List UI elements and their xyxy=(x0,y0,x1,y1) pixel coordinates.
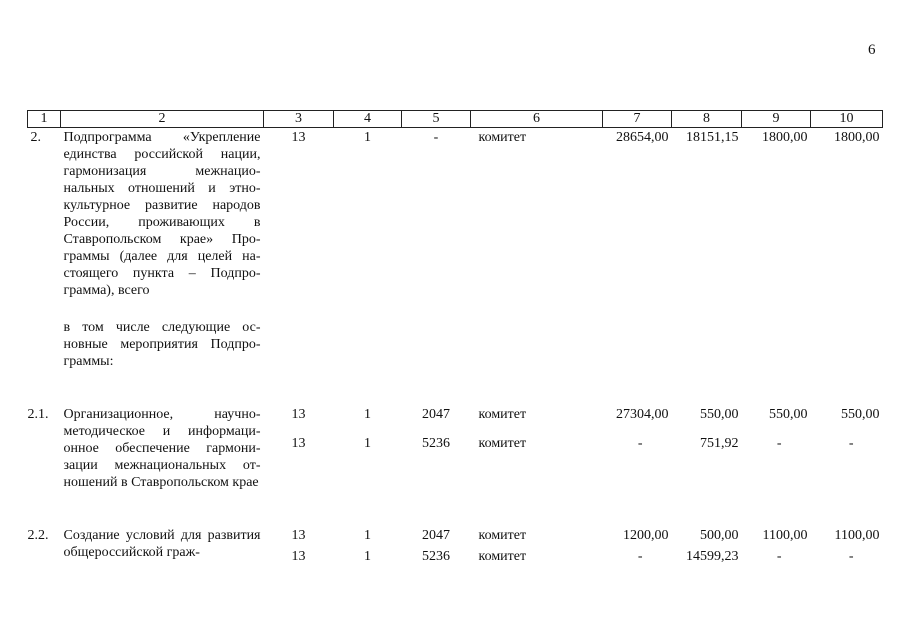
cell-col5 xyxy=(402,509,471,565)
column-header: 5 xyxy=(402,111,471,128)
cell-line: 1 xyxy=(364,407,371,422)
cell-col5: - xyxy=(433,130,439,145)
cell-col6: комитет xyxy=(478,130,527,145)
cell-col7 xyxy=(603,509,672,565)
budget-table xyxy=(27,110,883,565)
column-header: 4 xyxy=(334,111,402,128)
cell-line: - xyxy=(848,549,854,564)
cell-col6 xyxy=(471,388,603,509)
column-header: 10 xyxy=(811,111,883,128)
cell-col8: 18151,15 xyxy=(686,130,739,145)
cell-col9 xyxy=(742,509,811,565)
cell-line: 1 xyxy=(364,549,371,564)
cell-line: - xyxy=(776,549,782,564)
cell-line: 550,00 xyxy=(841,407,880,422)
cell-line: - xyxy=(637,549,643,564)
cell-col7: 28654,00 xyxy=(616,130,669,145)
cell-col8 xyxy=(672,509,742,565)
cell-line: 550,00 xyxy=(700,407,739,422)
table-header-row xyxy=(28,111,883,128)
cell-col7 xyxy=(603,388,672,509)
cell-col3 xyxy=(264,388,334,509)
row-name: Подпрограмма «Укрепление единства российской нации, гармонизация межнациональных отношений и этнокультурное развитие народов России, проживающих в Ставропольском крае» Программы (далее для целей настоящего пункта – Подпрограмма), всего xyxy=(63,130,261,298)
cell-col9: 1800,00 xyxy=(762,130,808,145)
cell-col3: 13 xyxy=(291,130,306,145)
cell-col6 xyxy=(471,509,603,565)
cell-line: 13 xyxy=(291,407,306,422)
cell-col10 xyxy=(811,388,883,509)
column-header: 3 xyxy=(264,111,334,128)
cell-line: 5236 xyxy=(422,549,450,564)
cell-line: 13 xyxy=(291,549,306,564)
cell-col4 xyxy=(334,388,402,509)
cell-line: - xyxy=(637,436,643,451)
cell-line: - xyxy=(776,436,782,451)
column-header: 6 xyxy=(471,111,603,128)
column-header: 9 xyxy=(742,111,811,128)
row-name: Организационное, научно-методическое и информационное обеспечение гармонизации межнациональных отношений в Ставропольском крае xyxy=(63,407,261,490)
cell-line: 1100,00 xyxy=(834,528,880,543)
column-header: 1 xyxy=(28,111,61,128)
row-number: 2.1. xyxy=(27,407,49,422)
cell-col10 xyxy=(811,509,883,565)
cell-col4 xyxy=(334,509,402,565)
cell-line: комитет xyxy=(478,436,527,451)
cell-line: 1 xyxy=(364,436,371,451)
cell-line: комитет xyxy=(478,407,527,422)
table-row xyxy=(28,128,883,300)
cell-line: 5236 xyxy=(422,436,450,451)
cell-line: - xyxy=(848,436,854,451)
column-header: 2 xyxy=(61,111,264,128)
cell-col9 xyxy=(742,388,811,509)
row-number: 2.2. xyxy=(27,528,49,543)
cell-line: 1200,00 xyxy=(623,528,669,543)
cell-line: 2047 xyxy=(422,528,450,543)
cell-col3 xyxy=(264,509,334,565)
cell-line: 13 xyxy=(291,436,306,451)
column-header: 8 xyxy=(672,111,742,128)
cell-line: 500,00 xyxy=(700,528,739,543)
cell-line: 27304,00 xyxy=(616,407,669,422)
page-number: 6 xyxy=(868,42,876,58)
table-row xyxy=(28,299,883,388)
cell-line: 14599,23 xyxy=(686,549,739,564)
cell-line: 2047 xyxy=(422,407,450,422)
table-row xyxy=(28,388,883,509)
cell-line: комитет xyxy=(478,528,527,543)
cell-line: 13 xyxy=(291,528,306,543)
table-row xyxy=(28,509,883,565)
cell-line: 1 xyxy=(364,528,371,543)
cell-line: 550,00 xyxy=(769,407,808,422)
cell-col10: 1800,00 xyxy=(834,130,880,145)
cell-col8 xyxy=(672,388,742,509)
row-number: 2. xyxy=(30,130,41,145)
row-name: в том числе следующие основные мероприятия Подпрограммы: xyxy=(63,320,261,369)
cell-col5 xyxy=(402,388,471,509)
column-header: 7 xyxy=(603,111,672,128)
cell-col4: 1 xyxy=(364,130,371,145)
cell-line: 1100,00 xyxy=(762,528,808,543)
cell-line: 751,92 xyxy=(700,436,739,451)
cell-line: комитет xyxy=(478,549,527,564)
row-name: Создание условий для развития общероссийской граж- xyxy=(63,528,261,560)
